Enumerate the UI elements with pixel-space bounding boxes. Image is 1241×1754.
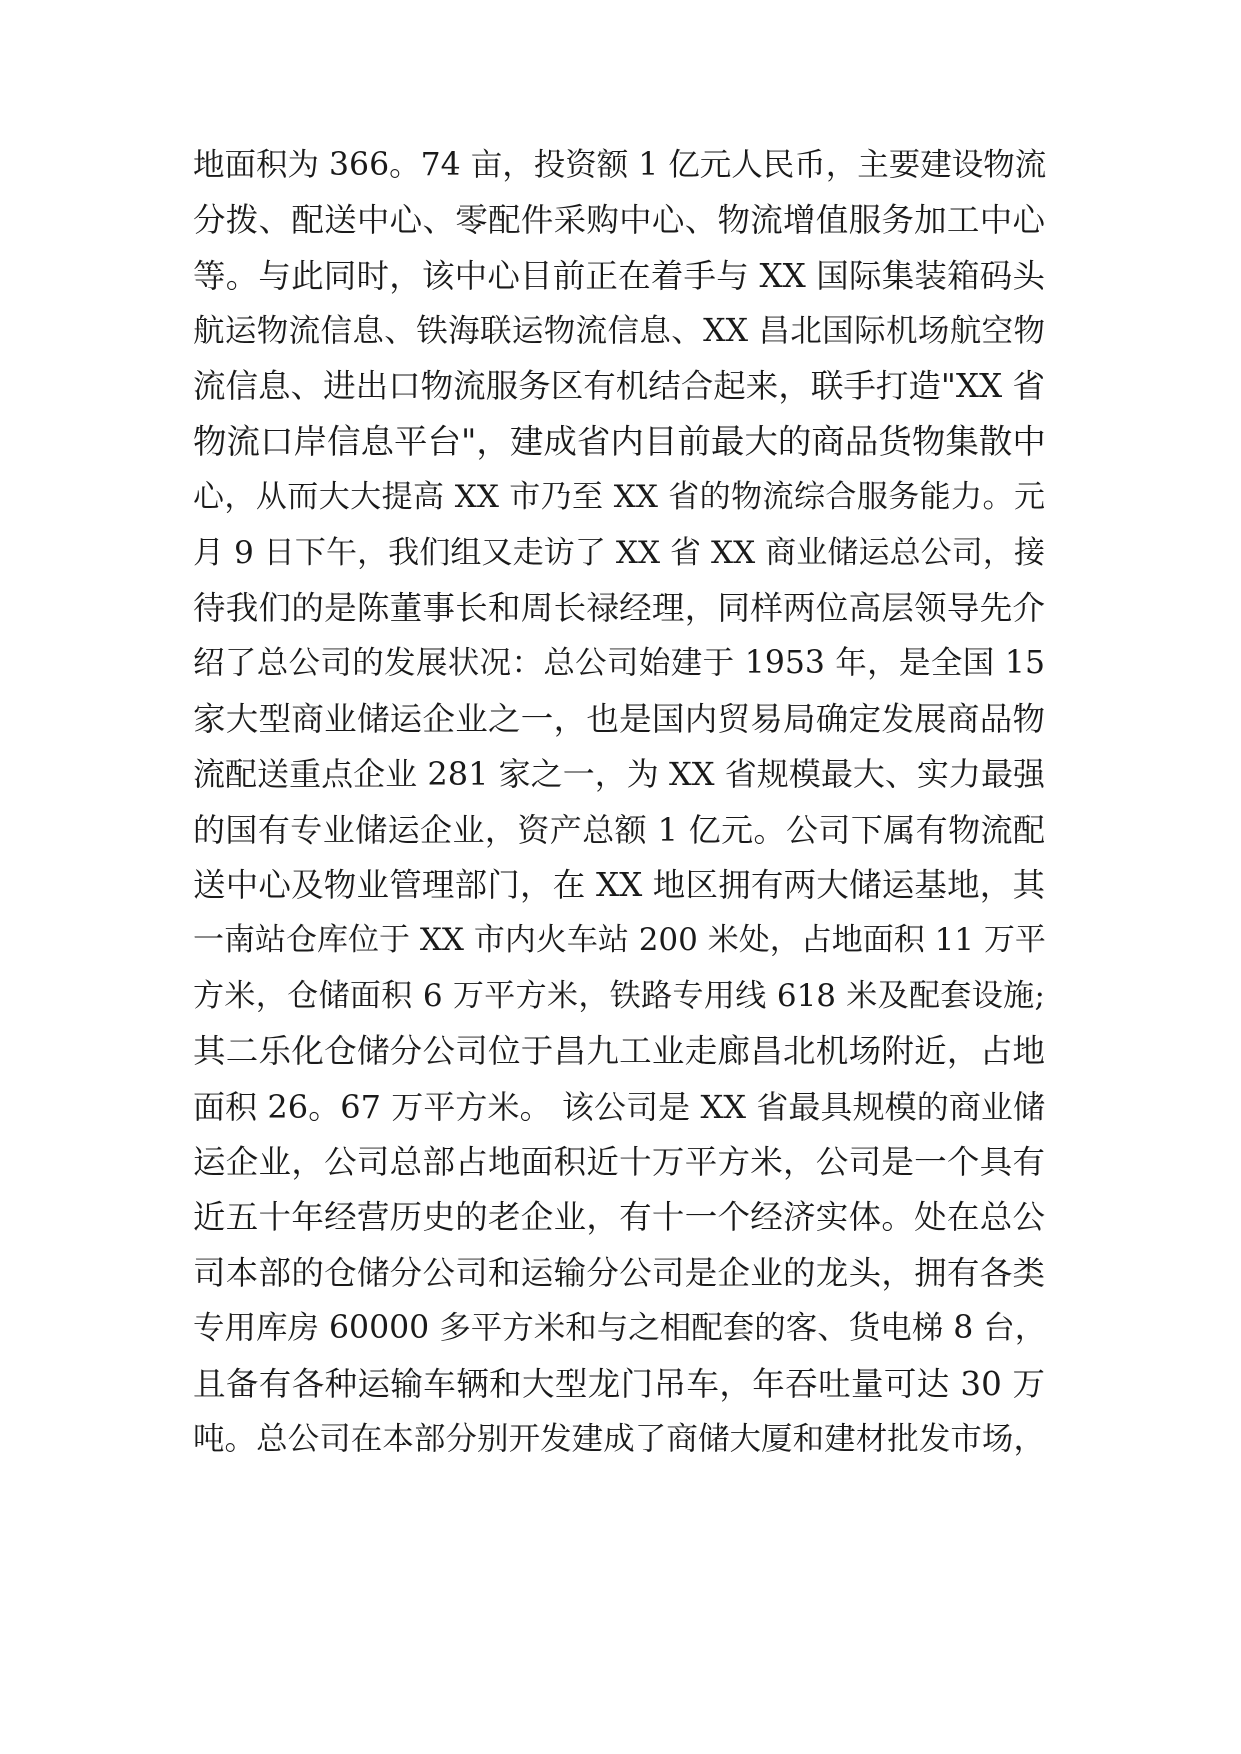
text-line: 心，从而大大提高 XX 市乃至 XX 省的物流综合服务能力。元 <box>193 479 1045 515</box>
text-line: 月 9 日下午，我们组又走访了 XX 省 XX 商业储运总公司，接 <box>193 535 1045 571</box>
text-line: 等。与此同时，该中心目前正在着手与 XX 国际集装箱码头 <box>193 257 1045 295</box>
text-line: 且备有各种运输车辆和大型龙门吊车，年吞吐量可达 30 万 <box>193 1365 1045 1403</box>
text-line: 面积 26。67 万平方米。 该公司是 XX 省最具规模的商业储 <box>193 1088 1045 1126</box>
text-line: 家大型商业储运企业之一，也是国内贸易局确定发展商品物 <box>193 700 1045 738</box>
text-line: 方米，仓储面积 6 万平方米，铁路专用线 618 米及配套设施; <box>193 978 1045 1014</box>
text-line: 绍了总公司的发展状况：总公司始建于 1953 年，是全国 15 <box>193 645 1045 681</box>
text-line: 其二乐化仓储分公司位于昌九工业走廊昌北机场附近，占地 <box>193 1032 1045 1070</box>
text-line: 司本部的仓储分公司和运输分公司是企业的龙头，拥有各类 <box>193 1254 1045 1292</box>
text-line: 流配送重点企业 281 家之一，为 XX 省规模最大、实力最强 <box>193 755 1045 793</box>
text-line: 送中心及物业管理部门，在 XX 地区拥有两大储运基地，其 <box>193 866 1045 904</box>
text-line: 物流口岸信息平台"，建成省内目前最大的商品货物集散中 <box>193 422 1046 461</box>
text-line: 分拨、配送中心、零配件采购中心、物流增值服务加工中心 <box>193 201 1045 239</box>
text-line: 待我们的是陈董事长和周长禄经理，同样两位高层领导先介 <box>193 589 1045 627</box>
text-line: 吨。总公司在本部分别开发建成了商储大厦和建材批发市场， <box>193 1421 1045 1457</box>
text-line: 流信息、进出口物流服务区有机结合起来，联手打造"XX 省 <box>193 367 1045 405</box>
text-line: 运企业，公司总部占地面积近十万平方米，公司是一个具有 <box>193 1143 1045 1181</box>
text-line: 专用库房 60000 多平方米和与之相配套的客、货电梯 8 台， <box>193 1310 1047 1346</box>
text-line: 一南站仓库位于 XX 市内火车站 200 米处，占地面积 11 万平 <box>193 922 1046 958</box>
text-line: 航运物流信息、铁海联运物流信息、XX 昌北国际机场航空物 <box>193 313 1045 349</box>
text-line: 近五十年经营历史的老企业，有十一个经济实体。处在总公 <box>193 1198 1045 1236</box>
text-line: 的国有专业储运企业，资产总额 1 亿元。公司下属有物流配 <box>193 811 1045 849</box>
text-line: 地面积为 366。74 亩，投资额 1 亿元人民币，主要建设物流 <box>193 147 1047 183</box>
